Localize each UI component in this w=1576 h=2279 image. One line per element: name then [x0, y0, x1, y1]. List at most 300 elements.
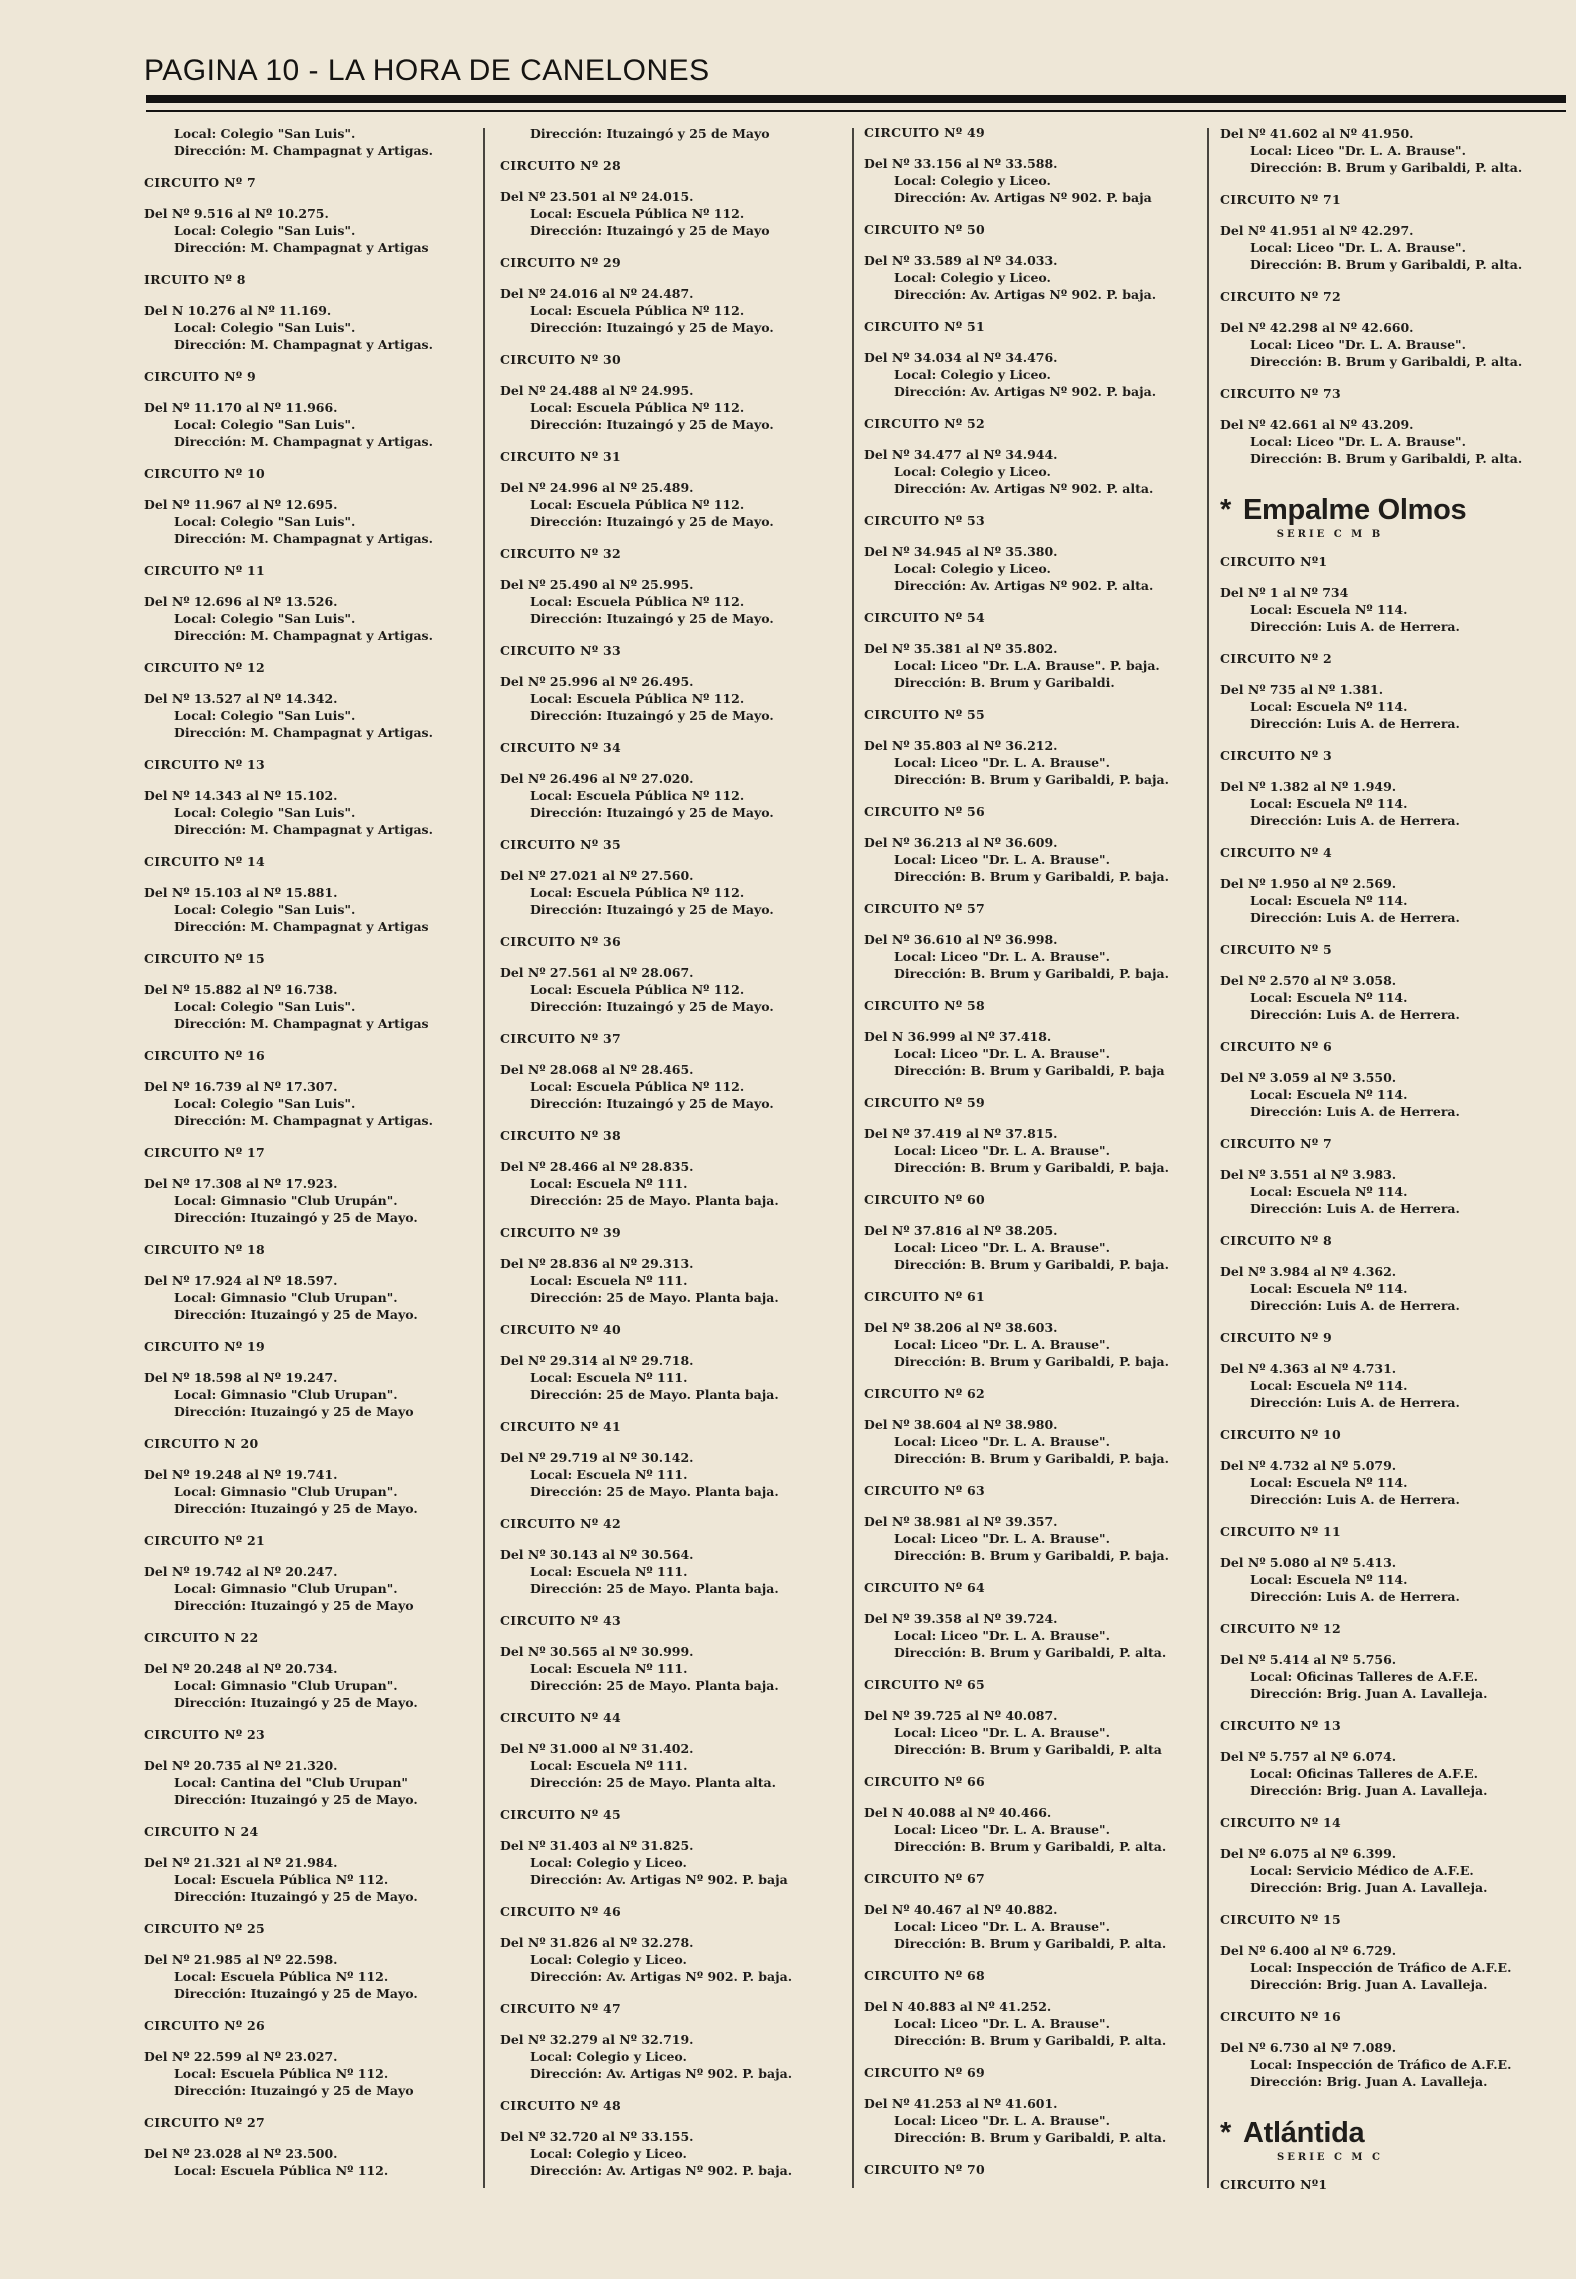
circuit-heading: CIRCUITO Nº 30 [500, 352, 622, 367]
circuit-entry [864, 513, 1204, 610]
polling-address: Dirección: Ituzaingó y 25 de Mayo. [174, 1307, 418, 1322]
polling-place: Local: Colegio "San Luis". [174, 999, 356, 1014]
polling-place: Local: Colegio "San Luis". [174, 902, 356, 917]
polling-address: Dirección: B. Brum y Garibaldi, P. baja. [894, 1257, 1169, 1272]
circuit-entry [1220, 1815, 1560, 1912]
voter-range: Del Nº 1 al Nº 734 [1220, 585, 1349, 600]
circuit-heading: CIRCUITO Nº 28 [500, 158, 622, 173]
entry-spacer [864, 2146, 1204, 2162]
entry-spacer [144, 2002, 484, 2018]
polling-address: Dirección: Luis A. de Herrera. [1250, 910, 1460, 925]
entry-spacer [500, 1015, 840, 1031]
circuit-entry [864, 707, 1204, 804]
entry-spacer [1220, 1023, 1560, 1039]
entry-spacer [144, 1420, 484, 1436]
circuit-entry [144, 757, 484, 854]
entry-spacer [1220, 1411, 1560, 1427]
voter-range: Del Nº 30.143 al Nº 30.564. [500, 1547, 694, 1562]
entry-spacer [500, 1112, 840, 1128]
polling-place: Local: Liceo "Dr. L. A. Brause". [1250, 337, 1466, 352]
voter-range: Del Nº 25.490 al Nº 25.995. [500, 577, 694, 592]
polling-place: Local: Colegio y Liceo. [894, 367, 1051, 382]
polling-place: Local: Gimnasio "Club Urupan". [174, 1678, 398, 1693]
polling-place: Local: Colegio y Liceo. [894, 270, 1051, 285]
polling-address: Dirección: Luis A. de Herrera. [1250, 1589, 1460, 1604]
voter-range: Del Nº 27.561 al Nº 28.067. [500, 965, 694, 980]
circuit-entry [500, 1710, 840, 1807]
circuit-entry [500, 934, 840, 1031]
polling-place: Local: Colegio "San Luis". [174, 320, 356, 335]
polling-place: Local: Escuela Pública Nº 112. [174, 2163, 389, 2178]
voter-range: Del Nº 24.488 al Nº 24.995. [500, 383, 694, 398]
polling-place: Local: Escuela Nº 114. [1250, 1378, 1408, 1393]
polling-place: Local: Escuela Nº 111. [530, 1273, 688, 1288]
circuit-entry [500, 449, 840, 546]
entry-spacer [864, 594, 1204, 610]
polling-place: Local: Colegio "San Luis". [174, 611, 356, 626]
circuit-heading: CIRCUITO Nº 9 [144, 369, 257, 384]
circuit-entry [1220, 2177, 1560, 2223]
polling-place: Local: Gimnasio "Club Urupan". [174, 1581, 398, 1596]
circuit-entry [864, 1192, 1204, 1289]
voter-range: Del Nº 15.103 al Nº 15.881. [144, 885, 338, 900]
voter-range: Del Nº 17.308 al Nº 17.923. [144, 1176, 338, 1191]
voter-range: Del Nº 31.000 al Nº 31.402. [500, 1741, 694, 1756]
circuit-entry [1220, 1912, 1560, 2009]
polling-address: Dirección: Av. Artigas Nº 902. P. baja. [894, 384, 1157, 399]
column-4 [1220, 125, 1560, 2250]
voter-range: Del Nº 4.363 al Nº 4.731. [1220, 1361, 1397, 1376]
voter-range: Del Nº 5.414 al Nº 5.756. [1220, 1652, 1397, 1667]
polling-address: Dirección: B. Brum y Garibaldi, P. baja. [894, 869, 1169, 884]
series-label: SERIE C M C [1277, 2152, 1383, 2163]
polling-place: Local: Liceo "Dr. L. A. Brause". [894, 1337, 1110, 1352]
polling-address: Dirección: M. Champagnat y Artigas. [174, 143, 433, 158]
voter-range: Del Nº 41.253 al Nº 41.601. [864, 2096, 1058, 2111]
voter-range: Del Nº 6.730 al Nº 7.089. [1220, 2040, 1397, 2055]
circuit-entry [1220, 1233, 1560, 1330]
circuit-entry [1220, 2009, 1560, 2106]
polling-place: Local: Escuela Pública Nº 112. [530, 400, 745, 415]
voter-range: Del Nº 29.719 al Nº 30.142. [500, 1450, 694, 1465]
series-label: SERIE C M B [1276, 529, 1384, 540]
circuit-heading: CIRCUITO Nº 7 [144, 175, 257, 190]
circuit-entry [864, 1774, 1204, 1871]
polling-place: Local: Liceo "Dr. L. A. Brause". [894, 949, 1110, 964]
circuit-heading: CIRCUITO Nº 29 [500, 255, 622, 270]
entry-spacer [144, 1711, 484, 1727]
polling-place: Local: Colegio y Liceo. [894, 464, 1051, 479]
circuit-heading: CIRCUITO Nº 10 [1220, 1427, 1342, 1442]
polling-address: Dirección: B. Brum y Garibaldi, P. baja. [894, 1160, 1169, 1175]
voter-range: Del Nº 35.381 al Nº 35.802. [864, 641, 1058, 656]
voter-range: Del Nº 23.028 al Nº 23.500. [144, 2146, 338, 2161]
polling-place: Local: Colegio "San Luis". [174, 417, 356, 432]
voter-range: Del Nº 39.358 al Nº 39.724. [864, 1611, 1058, 1626]
voter-range: Del Nº 16.739 al Nº 17.307. [144, 1079, 338, 1094]
polling-place: Local: Colegio "San Luis". [174, 223, 356, 238]
locality-heading [1220, 493, 1560, 527]
polling-place: Local: Liceo "Dr. L. A. Brause". [894, 1822, 1110, 1837]
polling-place: Local: Escuela Nº 111. [530, 1176, 688, 1191]
polling-place: Local: Liceo "Dr. L. A. Brause". [894, 1628, 1110, 1643]
polling-place: Local: Liceo "Dr. L. A. Brause". [894, 1434, 1110, 1449]
polling-address: Dirección: Ituzaingó y 25 de Mayo. [174, 1792, 418, 1807]
column-divider [1207, 128, 1209, 2188]
polling-address: Dirección: Luis A. de Herrera. [1250, 619, 1460, 634]
polling-place: Local: Escuela Pública Nº 112. [530, 206, 745, 221]
circuit-entry [864, 222, 1204, 319]
circuit-heading: CIRCUITO Nº 48 [500, 2098, 622, 2113]
circuit-entry [144, 563, 484, 660]
polling-place: Local: Liceo "Dr. L. A. Brause". [894, 1046, 1110, 1061]
circuit-heading: CIRCUITO Nº 26 [144, 2018, 266, 2033]
circuit-entry [144, 660, 484, 757]
polling-address: Dirección: Ituzaingó y 25 de Mayo. [530, 514, 774, 529]
entry-spacer [500, 2179, 840, 2195]
column-1 [144, 125, 484, 2250]
entry-spacer [1220, 1799, 1560, 1815]
voter-range: Del Nº 14.343 al Nº 15.102. [144, 788, 338, 803]
polling-address: Dirección: Luis A. de Herrera. [1250, 1104, 1460, 1119]
circuit-heading: CIRCUITO Nº 35 [500, 837, 622, 852]
entry-spacer [500, 1306, 840, 1322]
polling-address: Dirección: 25 de Mayo. Planta baja. [530, 1193, 779, 1208]
polling-address: Dirección: B. Brum y Garibaldi, P. alta. [894, 1936, 1167, 1951]
polling-address: Dirección: Ituzaingó y 25 de Mayo. [530, 708, 774, 723]
voter-range: Del Nº 15.882 al Nº 16.738. [144, 982, 338, 997]
circuit-entry [144, 1824, 484, 1921]
circuit-heading: CIRCUITO Nº1 [1220, 2177, 1328, 2192]
circuit-heading: CIRCUITO Nº 34 [500, 740, 622, 755]
entry-spacer [500, 724, 840, 740]
polling-address: Dirección: Av. Artigas Nº 902. P. baja. [530, 2066, 793, 2081]
entry-spacer [1220, 2090, 1560, 2106]
circuit-entry [500, 1516, 840, 1613]
polling-place: Local: Colegio y Liceo. [894, 561, 1051, 576]
polling-place: Local: Escuela Pública Nº 112. [530, 982, 745, 997]
entry-spacer [144, 1323, 484, 1339]
entry-spacer [1220, 1314, 1560, 1330]
polling-place: Local: Escuela Pública Nº 112. [174, 1969, 389, 1984]
circuit-entry [1220, 942, 1560, 1039]
circuit-entry [864, 804, 1204, 901]
entry-spacer [864, 303, 1204, 319]
voter-range: Del Nº 38.206 al Nº 38.603. [864, 1320, 1058, 1335]
circuit-entry [864, 901, 1204, 998]
polling-place: Local: Colegio "San Luis". [174, 1096, 356, 1111]
circuit-entry [500, 546, 840, 643]
polling-place: Local: Escuela Nº 114. [1250, 893, 1408, 908]
circuit-entry [1220, 748, 1560, 845]
circuit-entry [864, 610, 1204, 707]
entry-spacer [864, 1273, 1204, 1289]
circuit-entry [144, 1533, 484, 1630]
entry-spacer [500, 530, 840, 546]
entry-spacer [500, 1500, 840, 1516]
circuit-heading: CIRCUITO Nº 59 [864, 1095, 986, 1110]
circuit-heading: IRCUITO Nº 8 [144, 272, 246, 287]
entry-spacer [864, 1758, 1204, 1774]
polling-place: Local: Liceo "Dr. L. A. Brause". [894, 2113, 1110, 2128]
entry-spacer [500, 1985, 840, 2001]
voter-range: Del Nº 28.068 al Nº 28.465. [500, 1062, 694, 1077]
voter-range: Del Nº 25.996 al Nº 26.495. [500, 674, 694, 689]
circuit-entry [500, 1128, 840, 1225]
circuit-heading: CIRCUITO Nº 57 [864, 901, 986, 916]
circuit-heading: CIRCUITO Nº 32 [500, 546, 622, 561]
entry-spacer [500, 336, 840, 352]
polling-address: Dirección: B. Brum y Garibaldi, P. alta [894, 1742, 1162, 1757]
voter-range: Del Nº 38.604 al Nº 38.980. [864, 1417, 1058, 1432]
polling-address: Dirección: Luis A. de Herrera. [1250, 1395, 1460, 1410]
circuit-heading: CIRCUITO Nº 53 [864, 513, 986, 528]
polling-address: Dirección: M. Champagnat y Artigas [174, 919, 429, 934]
circuit-heading: CIRCUITO Nº 3 [1220, 748, 1333, 763]
entry-spacer [1220, 370, 1560, 386]
entry-spacer [144, 256, 484, 272]
circuit-entry [144, 1048, 484, 1145]
voter-range: Del Nº 41.951 al Nº 42.297. [1220, 223, 1414, 238]
voter-range: Del Nº 1.382 al Nº 1.949. [1220, 779, 1397, 794]
circuit-heading: CIRCUITO Nº 37 [500, 1031, 622, 1046]
entry-spacer [144, 1032, 484, 1048]
locality-heading [1220, 2116, 1560, 2150]
entry-spacer [864, 691, 1204, 707]
voter-range: Del Nº 21.321 al Nº 21.984. [144, 1855, 338, 1870]
voter-range: Del Nº 12.696 al Nº 13.526. [144, 594, 338, 609]
polling-address: Dirección: Av. Artigas Nº 902. P. baja [894, 190, 1152, 205]
voter-range: Del Nº 23.501 al Nº 24.015. [500, 189, 694, 204]
polling-place: Local: Escuela Pública Nº 112. [530, 594, 745, 609]
polling-place: Local: Escuela Nº 114. [1250, 796, 1408, 811]
polling-address: Dirección: B. Brum y Garibaldi, P. baja. [894, 966, 1169, 981]
entry-spacer [500, 433, 840, 449]
voter-range: Del Nº 34.477 al Nº 34.944. [864, 447, 1058, 462]
entry-spacer [864, 1176, 1204, 1192]
voter-range: Del N 40.883 al Nº 41.252. [864, 1999, 1052, 2014]
polling-place: Local: Colegio "San Luis". [174, 708, 356, 723]
polling-place: Local: Oficinas Talleres de A.F.E. [1250, 1669, 1478, 1684]
entry-spacer [864, 1855, 1204, 1871]
circuit-heading: CIRCUITO Nº 45 [500, 1807, 622, 1822]
entry-spacer [864, 885, 1204, 901]
polling-address: Dirección: Brig. Juan A. Lavalleja. [1250, 1880, 1488, 1895]
polling-place: Local: Liceo "Dr. L. A. Brause". [894, 1725, 1110, 1740]
circuit-entry [144, 466, 484, 563]
polling-address: Dirección: Brig. Juan A. Lavalleja. [1250, 2074, 1488, 2089]
entry-spacer [1220, 926, 1560, 942]
polling-address: Dirección: M. Champagnat y Artigas. [174, 1113, 433, 1128]
circuit-entry [144, 1339, 484, 1436]
polling-place: Local: Escuela Pública Nº 112. [530, 303, 745, 318]
circuit-entry [1220, 1427, 1560, 1524]
entry-spacer [864, 788, 1204, 804]
polling-address: Dirección: M. Champagnat y Artigas. [174, 822, 433, 837]
entry-spacer [144, 838, 484, 854]
voter-range: Del Nº 35.803 al Nº 36.212. [864, 738, 1058, 753]
circuit-entry [500, 643, 840, 740]
circuit-heading: CIRCUITO Nº 12 [144, 660, 266, 675]
circuit-entry [144, 1145, 484, 1242]
voter-range: Del Nº 6.075 al Nº 6.399. [1220, 1846, 1397, 1861]
circuit-entry [500, 1031, 840, 1128]
polling-address: Dirección: 25 de Mayo. Planta baja. [530, 1678, 779, 1693]
entry-spacer [500, 142, 840, 158]
polling-place: Local: Escuela Nº 114. [1250, 602, 1408, 617]
circuit-entry [500, 1225, 840, 1322]
polling-address: Dirección: M. Champagnat y Artigas. [174, 531, 433, 546]
circuit-entry [144, 1242, 484, 1339]
circuit-entry [864, 319, 1204, 416]
entry-spacer [144, 1517, 484, 1533]
voter-range: Del Nº 3.059 al Nº 3.550. [1220, 1070, 1397, 1085]
entry-spacer [500, 627, 840, 643]
polling-place: Local: Escuela Nº 111. [530, 1370, 688, 1385]
polling-address: Dirección: Brig. Juan A. Lavalleja. [1250, 1686, 1488, 1701]
circuit-entry [500, 1613, 840, 1710]
circuit-heading: CIRCUITO Nº 39 [500, 1225, 622, 1240]
polling-address: Dirección: B. Brum y Garibaldi, P. alta. [1250, 354, 1523, 369]
column-divider [483, 128, 485, 2188]
polling-address: Dirección: 25 de Mayo. Planta baja. [530, 1290, 779, 1305]
voter-range: Del Nº 13.527 al Nº 14.342. [144, 691, 338, 706]
circuit-entry [500, 1807, 840, 1904]
circuit-heading: CIRCUITO Nº 14 [144, 854, 266, 869]
voter-range: Del Nº 31.403 al Nº 31.825. [500, 1838, 694, 1853]
circuit-heading: CIRCUITO Nº 13 [1220, 1718, 1342, 1733]
polling-place: Local: Escuela Nº 111. [530, 1564, 688, 1579]
polling-address: Dirección: Ituzaingó y 25 de Mayo. [530, 611, 774, 626]
page-title: PAGINA 10 - LA HORA DE CANELONES [144, 54, 710, 87]
circuit-entry [1220, 845, 1560, 942]
circuit-heading: CIRCUITO Nº 43 [500, 1613, 622, 1628]
entry-spacer [500, 821, 840, 837]
entry-spacer [1220, 829, 1560, 845]
circuit-entry [1220, 554, 1560, 651]
polling-address: Dirección: B. Brum y Garibaldi. [894, 675, 1115, 690]
entry-spacer [144, 547, 484, 563]
voter-range: Del Nº 40.467 al Nº 40.882. [864, 1902, 1058, 1917]
circuit-entry [1220, 1136, 1560, 1233]
polling-place: Local: Colegio y Liceo. [894, 173, 1051, 188]
polling-place: Local: Escuela Nº 114. [1250, 1475, 1408, 1490]
circuit-entry [1220, 1330, 1560, 1427]
polling-place: Local: Liceo "Dr. L. A. Brause". [894, 755, 1110, 770]
circuit-entry [864, 1095, 1204, 1192]
circuit-entry [144, 2115, 484, 2195]
circuit-heading: CIRCUITO Nº 2 [1220, 651, 1333, 666]
column-3 [864, 125, 1204, 2250]
polling-place: Local: Colegio "San Luis". [174, 805, 356, 820]
entry-spacer [864, 1564, 1204, 1580]
circuit-heading: CIRCUITO Nº 60 [864, 1192, 986, 1207]
polling-address: Dirección: Brig. Juan A. Lavalleja. [1250, 1977, 1488, 1992]
polling-address: Dirección: Luis A. de Herrera. [1250, 716, 1460, 731]
circuit-heading: CIRCUITO Nº 38 [500, 1128, 622, 1143]
circuit-entry [1220, 1718, 1560, 1815]
polling-address: Dirección: Av. Artigas Nº 902. P. alta. [894, 481, 1154, 496]
circuit-entry [500, 2098, 840, 2195]
entry-spacer [500, 1791, 840, 1807]
voter-range: Del Nº 17.924 al Nº 18.597. [144, 1273, 338, 1288]
circuit-heading: CIRCUITO Nº 41 [500, 1419, 622, 1434]
polling-place: Local: Escuela Pública Nº 112. [174, 2066, 389, 2081]
circuit-heading: CIRCUITO Nº 70 [864, 2162, 986, 2177]
polling-address: Dirección: Av. Artigas Nº 902. P. baja. [530, 2163, 793, 2178]
polling-place: Local: Servicio Médico de A.F.E. [1250, 1863, 1474, 1878]
circuit-heading: CIRCUITO Nº 21 [144, 1533, 266, 1548]
circuit-entry [144, 1630, 484, 1727]
polling-address: Dirección: M. Champagnat y Artigas [174, 240, 429, 255]
circuit-heading: CIRCUITO N 24 [144, 1824, 259, 1839]
circuit-entry [500, 158, 840, 255]
circuit-heading: CIRCUITO Nº 18 [144, 1242, 266, 1257]
polling-place: Local: Colegio "San Luis". [174, 514, 356, 529]
circuit-heading: CIRCUITO Nº 65 [864, 1677, 986, 1692]
circuit-heading: CIRCUITO Nº 46 [500, 1904, 622, 1919]
polling-place: Local: Oficinas Talleres de A.F.E. [1250, 1766, 1478, 1781]
voter-range: Del Nº 5.080 al Nº 5.413. [1220, 1555, 1397, 1570]
voter-range: Del Nº 34.945 al Nº 35.380. [864, 544, 1058, 559]
voter-range: Del Nº 33.156 al Nº 33.588. [864, 156, 1058, 171]
entry-spacer [1220, 1217, 1560, 1233]
polling-place: Local: Gimnasio "Club Urupán". [174, 1193, 398, 1208]
polling-place: Local: Colegio y Liceo. [530, 2049, 687, 2064]
circuit-heading: CIRCUITO Nº 8 [1220, 1233, 1333, 1248]
column-divider [852, 128, 854, 2188]
polling-address: Dirección: B. Brum y Garibaldi, P. alta. [894, 2130, 1167, 2145]
polling-address: Dirección: Ituzaingó y 25 de Mayo [530, 223, 770, 238]
circuit-heading: CIRCUITO Nº 33 [500, 643, 622, 658]
circuit-entry [1220, 1524, 1560, 1621]
voter-range: Del Nº 1.950 al Nº 2.569. [1220, 876, 1397, 891]
circuit-heading: CIRCUITO Nº 10 [144, 466, 266, 481]
voter-range: Del Nº 26.496 al Nº 27.020. [500, 771, 694, 786]
entry-spacer [144, 353, 484, 369]
header-rule-thick [146, 95, 1566, 103]
polling-address: Dirección: 25 de Mayo. Planta baja. [530, 1387, 779, 1402]
entry-spacer [864, 1952, 1204, 1968]
polling-place: Local: Escuela Pública Nº 112. [174, 1872, 389, 1887]
entry-spacer [144, 935, 484, 951]
entry-spacer [144, 1808, 484, 1824]
polling-place: Local: Escuela Pública Nº 112. [530, 885, 745, 900]
circuit-heading: CIRCUITO Nº 58 [864, 998, 986, 1013]
circuit-heading: CIRCUITO Nº 6 [1220, 1039, 1333, 1054]
polling-address: Dirección: Ituzaingó y 25 de Mayo. [530, 1096, 774, 1111]
voter-range: Del Nº 42.298 al Nº 42.660. [1220, 320, 1414, 335]
voter-range: Del N 10.276 al Nº 11.169. [144, 303, 332, 318]
circuit-entry [144, 951, 484, 1048]
circuit-entry [864, 1580, 1204, 1677]
circuit-heading: CIRCUITO Nº1 [1220, 554, 1328, 569]
polling-address: Dirección: Av. Artigas Nº 902. P. baja. [894, 287, 1157, 302]
voter-range: Del Nº 11.170 al Nº 11.966. [144, 400, 338, 415]
polling-address: Dirección: Av. Artigas Nº 902. P. baja. [530, 1969, 793, 1984]
circuit-heading: CIRCUITO Nº 50 [864, 222, 986, 237]
entry-spacer [864, 1467, 1204, 1483]
circuit-heading: CIRCUITO Nº 72 [1220, 289, 1342, 304]
locality-name: Empalme Olmos [1243, 494, 1467, 526]
polling-place: Local: Escuela Nº 114. [1250, 990, 1408, 1005]
voter-range: Del Nº 19.248 al Nº 19.741. [144, 1467, 338, 1482]
circuit-heading: CIRCUITO Nº 27 [144, 2115, 266, 2130]
entry-spacer [144, 159, 484, 175]
circuit-heading: CIRCUITO Nº 64 [864, 1580, 986, 1595]
polling-place: Local: Escuela Nº 114. [1250, 1281, 1408, 1296]
circuit-heading: CIRCUITO Nº 14 [1220, 1815, 1342, 1830]
